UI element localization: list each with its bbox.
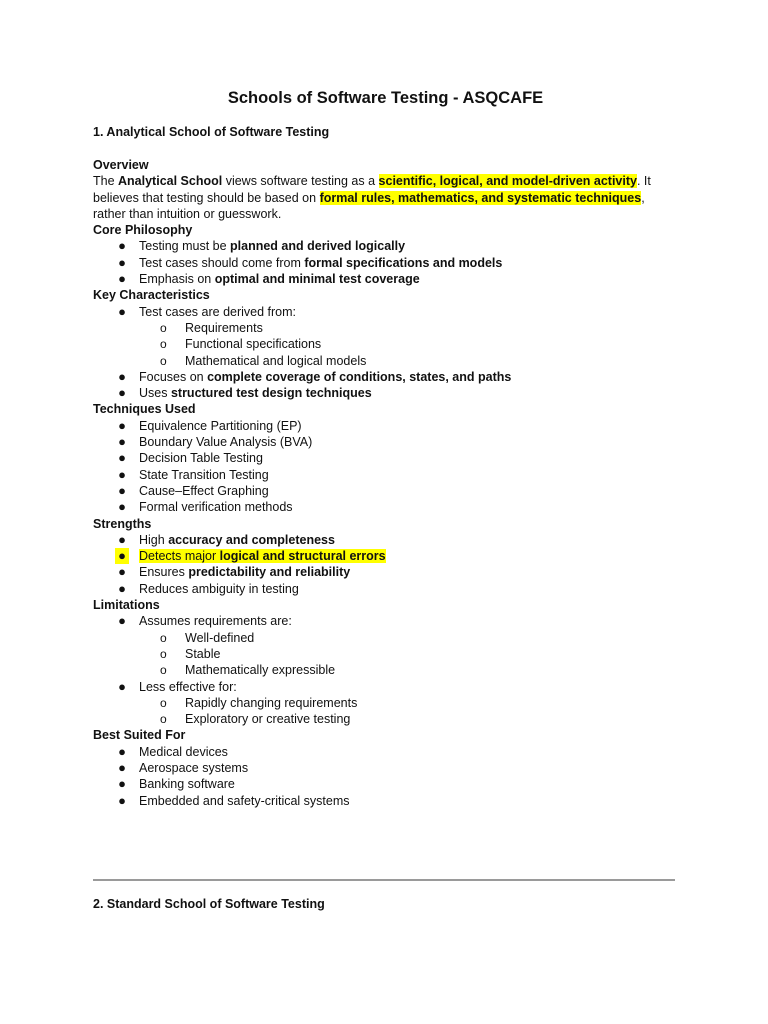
item-text: Embedded and safety-critical systems: [139, 793, 350, 808]
item-bold: planned and derived logically: [230, 239, 406, 254]
sub-list-item: [139, 336, 678, 352]
overview-text: , rather than intuition or guesswork.: [93, 190, 645, 221]
section-divider: [93, 879, 675, 881]
overview-paragraph: [93, 173, 678, 222]
limitations-heading: Limitations: [93, 598, 160, 613]
item-text: State Transition Testing: [139, 467, 269, 482]
list-item: [93, 271, 678, 287]
strengths-list: [93, 532, 678, 597]
bullet-icon: ●: [118, 450, 126, 466]
sub-list-item: [139, 353, 678, 369]
item-text: Medical devices: [139, 744, 228, 759]
key-characteristics-list: [93, 304, 678, 402]
item-text: Banking software: [139, 777, 235, 792]
core-philosophy-heading: Core Philosophy: [93, 223, 193, 238]
list-item: [93, 450, 678, 466]
bullet-icon: ●: [118, 434, 126, 450]
bullet-icon: ●: [118, 368, 126, 384]
list-item: [93, 434, 678, 450]
limitations-list: [93, 613, 678, 727]
section-1-heading: 1. Analytical School of Software Testing: [93, 125, 330, 139]
section-2-heading: 2. Standard School of Software Testing: [93, 897, 325, 911]
list-item: [93, 304, 678, 369]
list-item: [93, 613, 678, 678]
sub-list-item: [139, 646, 678, 662]
list-item: [93, 581, 678, 597]
bullet-icon: ●: [118, 254, 126, 270]
item-text: Reduces ambiguity in testing: [139, 581, 299, 596]
list-item: [93, 776, 678, 792]
sub-list-item: [139, 695, 678, 711]
bullet-icon: ●: [118, 792, 126, 808]
sub-bullet-icon: o: [160, 695, 167, 710]
overview-heading: Overview: [93, 158, 149, 172]
bullet-icon: ●: [118, 271, 126, 287]
item-text: Cause–Effect Graphing: [139, 483, 269, 498]
bullet-icon: ●: [118, 385, 126, 401]
sub-bullet-icon: o: [160, 663, 167, 678]
sub-item-text: Stable: [185, 646, 221, 661]
item-highlight-bold: logical and structural errors: [219, 549, 386, 564]
bullet-icon: ●: [118, 238, 126, 254]
sub-list-item: [139, 320, 678, 336]
sub-list: [139, 320, 678, 369]
item-text: Emphasis on: [139, 272, 215, 287]
bullet-icon: ●: [118, 678, 126, 694]
item-bold: optimal and minimal test coverage: [214, 272, 420, 287]
bullet-icon: ●: [118, 482, 126, 498]
overview-text: . It believes that testing should be based on: [93, 174, 651, 205]
sub-list: [139, 630, 678, 679]
list-item: [93, 255, 678, 271]
sub-bullet-icon: o: [160, 337, 167, 352]
sub-item-text: Rapidly changing requirements: [185, 695, 358, 710]
bullet-icon: ●: [118, 564, 126, 580]
sub-bullet-icon: o: [160, 712, 167, 727]
item-text: Test cases should come from: [139, 255, 305, 270]
item-highlight: Detects: [139, 549, 185, 564]
item-text: Uses: [139, 386, 171, 401]
sub-list-item: [139, 662, 678, 678]
sub-item-text: Well-defined: [185, 630, 255, 645]
item-bold: formal specifications and models: [304, 255, 503, 270]
list-item: [93, 483, 678, 499]
bullet-icon: ●: [118, 417, 126, 433]
sub-list-item: [139, 630, 678, 646]
best-suited-list: [93, 744, 678, 809]
list-item: [93, 467, 678, 483]
item-text: Equivalence Partitioning (EP): [139, 418, 302, 433]
list-item: [93, 369, 678, 385]
item-bold: structured test design techniques: [170, 386, 372, 401]
bullet-icon: ●: [118, 613, 126, 629]
list-item: [93, 385, 678, 401]
bullet-icon: ●: [118, 759, 126, 775]
sub-bullet-icon: o: [160, 353, 167, 368]
list-item: [93, 760, 678, 776]
item-text: Decision Table Testing: [139, 451, 263, 466]
bullet-icon: ●: [118, 499, 126, 515]
item-highlight: major: [184, 549, 220, 564]
sub-bullet-icon: o: [160, 320, 167, 335]
overview-bold: Analytical School: [118, 174, 223, 189]
item-text: Assumes requirements are:: [139, 614, 292, 629]
bullet-icon: ●: [118, 580, 126, 596]
document-title: Schools of Software Testing - ASQCAFE: [227, 89, 544, 107]
item-bold: accuracy and completeness: [168, 532, 335, 547]
key-characteristics-heading: Key Characteristics: [93, 288, 210, 303]
item-text: High: [139, 532, 169, 547]
list-item: [93, 418, 678, 434]
list-item: [93, 499, 678, 515]
bullet-icon: ●: [118, 303, 126, 319]
overview-text: The: [93, 174, 119, 189]
sub-item-text: Functional specifications: [185, 337, 322, 352]
item-text: Boundary Value Analysis (BVA): [139, 435, 313, 450]
item-bold: complete coverage of conditions, states, and paths: [207, 369, 512, 384]
sub-list: [139, 695, 678, 728]
section-1-body: [93, 157, 678, 809]
item-text: Ensures: [139, 565, 189, 580]
sub-item-text: Mathematically expressible: [185, 663, 336, 678]
techniques-list: [93, 418, 678, 516]
sub-bullet-icon: o: [160, 630, 167, 645]
item-text: Focuses on: [139, 369, 208, 384]
bullet-icon: ●: [118, 743, 126, 759]
core-philosophy-list: [93, 238, 678, 287]
list-item: [93, 564, 678, 580]
item-text: Less effective for:: [139, 679, 237, 694]
strengths-heading: Strengths: [93, 516, 152, 531]
list-item: [93, 532, 678, 548]
sub-item-text: Requirements: [185, 320, 263, 335]
overview-text: views software testing as a: [222, 174, 379, 189]
sub-bullet-icon: o: [160, 646, 167, 661]
list-item: [93, 744, 678, 760]
list-item: [93, 679, 678, 728]
item-text: Formal verification methods: [139, 500, 293, 515]
bullet-icon: ●: [115, 548, 129, 564]
sub-item-text: Mathematical and logical models: [185, 353, 367, 368]
item-bold: predictability and reliability: [188, 565, 351, 580]
techniques-heading: Techniques Used: [93, 402, 196, 417]
list-item: [93, 548, 678, 564]
item-text: Testing must be: [139, 239, 231, 254]
overview-highlight: formal rules, mathematics, and systematic techniques: [319, 190, 642, 205]
bullet-icon: ●: [118, 531, 126, 547]
bullet-icon: ●: [118, 776, 126, 792]
best-suited-heading: Best Suited For: [93, 728, 186, 743]
sub-list-item: [139, 711, 678, 727]
item-text: Aerospace systems: [139, 760, 249, 775]
bullet-icon: ●: [118, 466, 126, 482]
overview-highlight: scientific, logical, and model-driven activity: [378, 174, 637, 189]
item-text: Test cases are derived from:: [139, 304, 297, 319]
list-item: [93, 238, 678, 254]
list-item: [93, 793, 678, 809]
sub-item-text: Exploratory or creative testing: [185, 712, 351, 727]
